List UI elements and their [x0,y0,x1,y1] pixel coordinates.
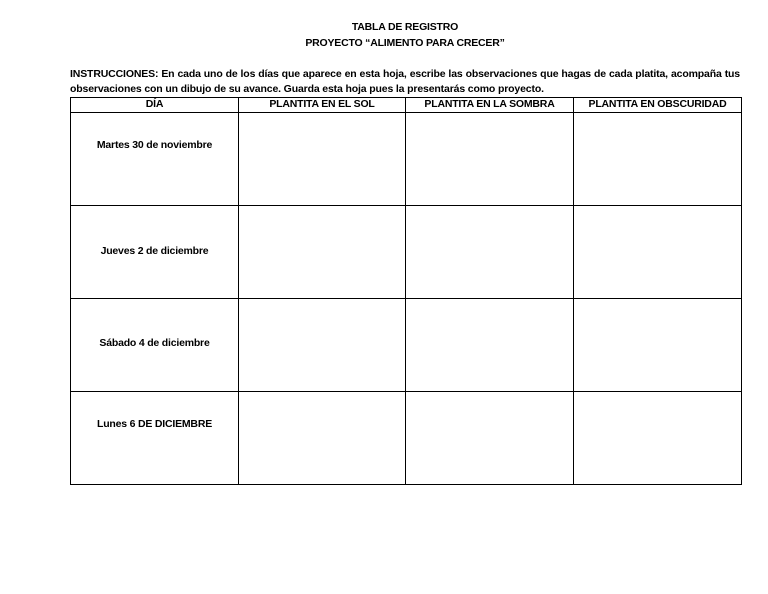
table-header-row [71,98,742,113]
observation-cell-obscuridad[interactable] [574,392,742,485]
instructions-paragraph: INSTRUCCIONES: En cada uno de los días que aparece en esta hoja, escribe las observaciones que hagas de cada platita, acompaña tus observaciones con un dibujo de su avance. Guarda esta hoja pues la presentarás como proyecto. [70,68,740,95]
day-cell [71,392,239,485]
table-row [71,299,742,392]
observation-cell-sombra[interactable] [406,113,574,206]
header-dia: DÍA [71,98,239,113]
day-label: Sábado 4 de diciembre [99,337,210,349]
table-row [71,113,742,206]
day-cell [71,206,239,299]
header-plantita-obscuridad: PLANTITA EN OBSCURIDAD [574,98,742,113]
observation-cell-sol[interactable] [239,113,406,206]
header-plantita-sombra: PLANTITA EN LA SOMBRA [406,98,574,113]
header-plantita-sol: PLANTITA EN EL SOL [239,98,406,113]
observation-cell-sol[interactable] [239,206,406,299]
observation-cell-obscuridad[interactable] [574,206,742,299]
observation-cell-sombra[interactable] [406,392,574,485]
table-row [71,206,742,299]
day-cell [71,113,239,206]
document-title: TABLA DE REGISTRO [351,21,459,33]
project-title: PROYECTO “ALIMENTO PARA CRECER” [305,37,505,49]
table-row [71,392,742,485]
observation-cell-sombra[interactable] [406,206,574,299]
observation-cell-sol[interactable] [239,392,406,485]
day-cell [71,299,239,392]
day-label: Lunes 6 DE DICIEMBRE [96,418,213,430]
observation-cell-obscuridad[interactable] [574,299,742,392]
observation-cell-obscuridad[interactable] [574,113,742,206]
day-label: Jueves 2 de diciembre [100,245,209,257]
registro-table [70,97,742,485]
observation-cell-sombra[interactable] [406,299,574,392]
observation-cell-sol[interactable] [239,299,406,392]
day-label: Martes 30 de noviembre [96,139,213,151]
